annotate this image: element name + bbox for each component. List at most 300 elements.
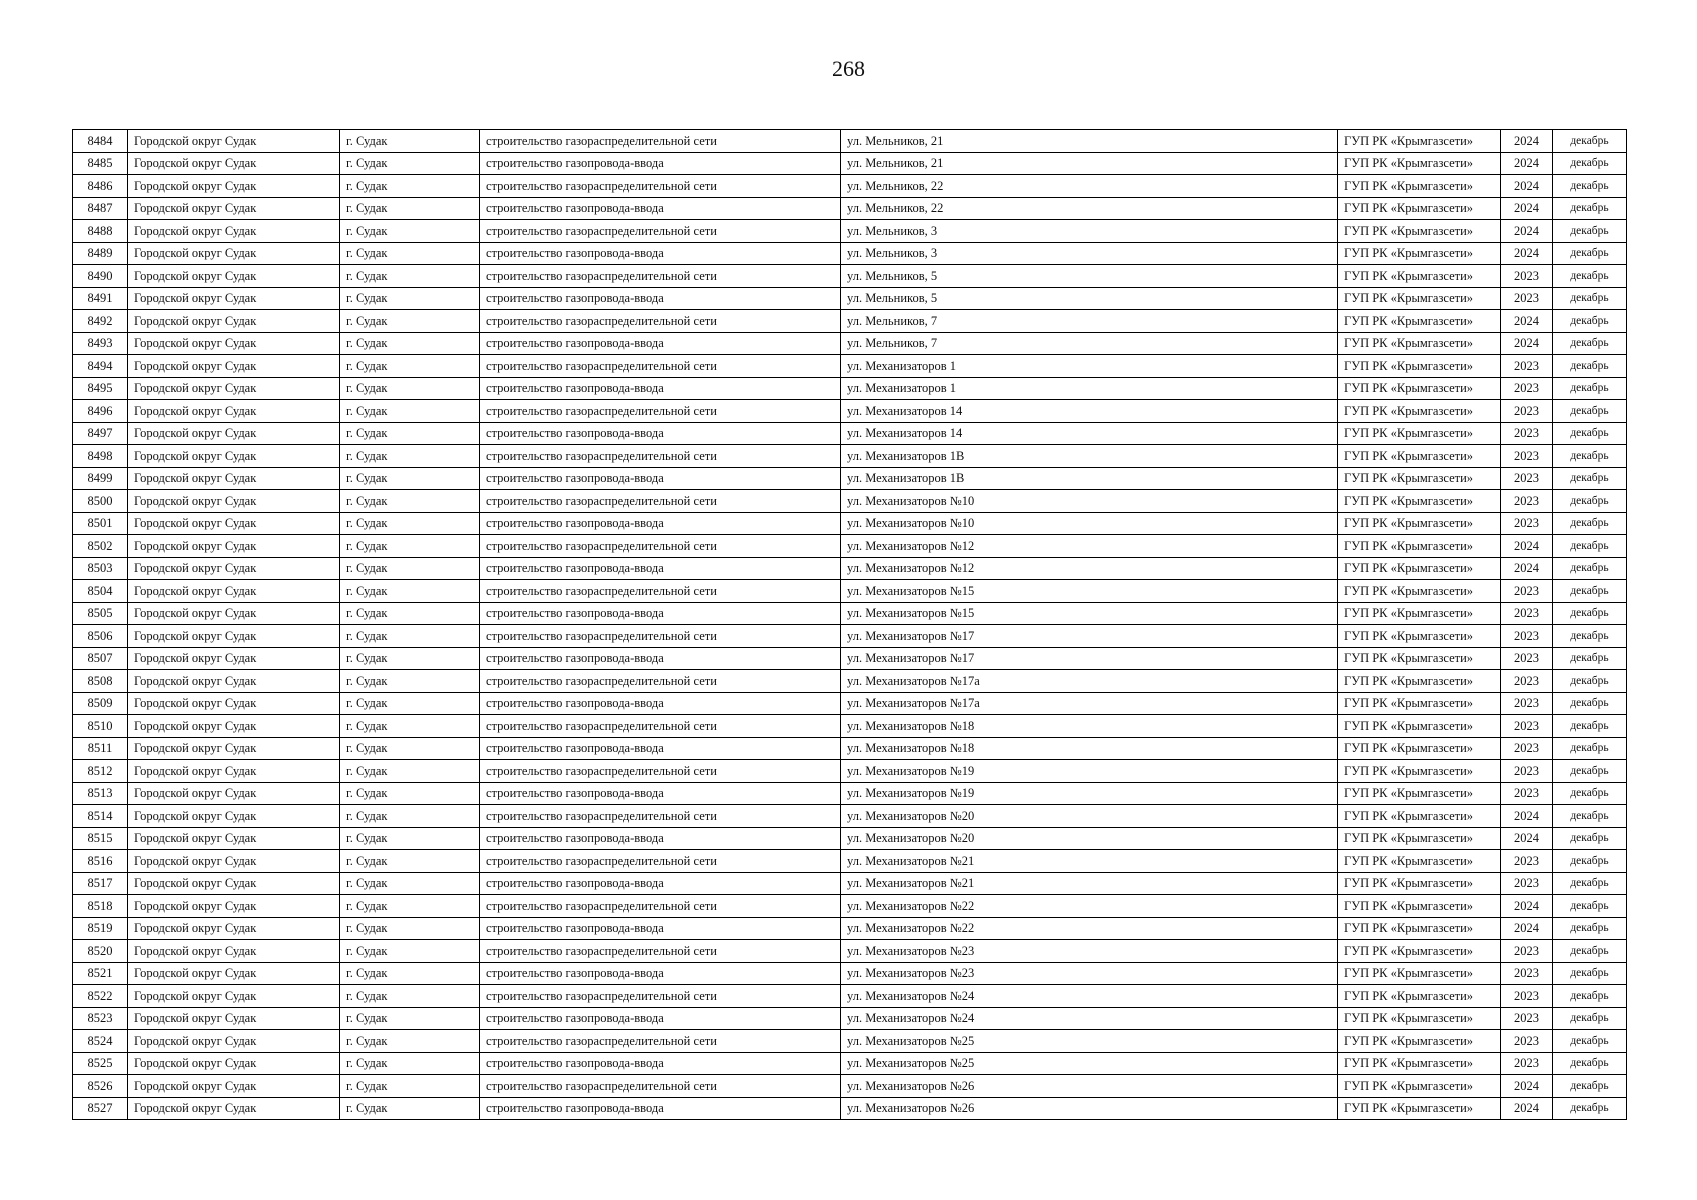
month-cell: декабрь (1553, 760, 1627, 783)
organization-cell: ГУП РК «Крымгазсети» (1338, 827, 1501, 850)
address-cell: ул. Механизаторов №21 (841, 872, 1338, 895)
address-cell: ул. Механизаторов №26 (841, 1097, 1338, 1120)
address-cell: ул. Механизаторов №12 (841, 557, 1338, 580)
organization-cell: ГУП РК «Крымгазсети» (1338, 422, 1501, 445)
address-cell: ул. Мельников, 3 (841, 220, 1338, 243)
district-cell: Городской округ Судак (128, 760, 340, 783)
city-cell: г. Судак (340, 872, 480, 895)
year-cell: 2023 (1501, 647, 1553, 670)
city-cell: г. Судак (340, 152, 480, 175)
year-cell: 2023 (1501, 512, 1553, 535)
year-cell: 2024 (1501, 220, 1553, 243)
district-cell: Городской округ Судак (128, 647, 340, 670)
district-cell: Городской округ Судак (128, 220, 340, 243)
year-cell: 2023 (1501, 377, 1553, 400)
table-row (73, 400, 1627, 423)
organization-cell: ГУП РК «Крымгазсети» (1338, 1052, 1501, 1075)
work-type-cell: строительство газораспределительной сети (480, 265, 841, 288)
work-type-cell: строительство газопровода-ввода (480, 872, 841, 895)
table-row (73, 130, 1627, 153)
address-cell: ул. Механизаторов №10 (841, 512, 1338, 535)
address-cell: ул. Механизаторов №15 (841, 580, 1338, 603)
district-cell: Городской округ Судак (128, 512, 340, 535)
district-cell: Городской округ Судак (128, 422, 340, 445)
month-cell: декабрь (1553, 512, 1627, 535)
work-type-cell: строительство газораспределительной сети (480, 1030, 841, 1053)
row-number-cell: 8488 (73, 220, 128, 243)
table-row (73, 175, 1627, 198)
organization-cell: ГУП РК «Крымгазсети» (1338, 670, 1501, 693)
city-cell: г. Судак (340, 1030, 480, 1053)
address-cell: ул. Механизаторов №17 (841, 647, 1338, 670)
year-cell: 2023 (1501, 782, 1553, 805)
row-number-cell: 8521 (73, 962, 128, 985)
work-type-cell: строительство газораспределительной сети (480, 490, 841, 513)
city-cell: г. Судак (340, 1075, 480, 1098)
district-cell: Городской округ Судак (128, 805, 340, 828)
address-cell: ул. Мельников, 7 (841, 310, 1338, 333)
city-cell: г. Судак (340, 535, 480, 558)
table-row (73, 962, 1627, 985)
district-cell: Городской округ Судак (128, 782, 340, 805)
organization-cell: ГУП РК «Крымгазсети» (1338, 355, 1501, 378)
city-cell: г. Судак (340, 1052, 480, 1075)
city-cell: г. Судак (340, 962, 480, 985)
organization-cell: ГУП РК «Крымгазсети» (1338, 580, 1501, 603)
year-cell: 2024 (1501, 805, 1553, 828)
table-row (73, 310, 1627, 333)
table-row (73, 242, 1627, 265)
organization-cell: ГУП РК «Крымгазсети» (1338, 197, 1501, 220)
row-number-cell: 8494 (73, 355, 128, 378)
row-number-cell: 8515 (73, 827, 128, 850)
year-cell: 2023 (1501, 940, 1553, 963)
work-type-cell: строительство газопровода-ввода (480, 467, 841, 490)
table-row (73, 1030, 1627, 1053)
organization-cell: ГУП РК «Крымгазсети» (1338, 872, 1501, 895)
organization-cell: ГУП РК «Крымгазсети» (1338, 850, 1501, 873)
year-cell: 2024 (1501, 1097, 1553, 1120)
month-cell: декабрь (1553, 805, 1627, 828)
table-row (73, 265, 1627, 288)
address-cell: ул. Мельников, 5 (841, 287, 1338, 310)
month-cell: декабрь (1553, 827, 1627, 850)
district-cell: Городской округ Судак (128, 670, 340, 693)
address-cell: ул. Мельников, 7 (841, 332, 1338, 355)
month-cell: декабрь (1553, 580, 1627, 603)
year-cell: 2024 (1501, 895, 1553, 918)
row-number-cell: 8489 (73, 242, 128, 265)
address-cell: ул. Механизаторов №26 (841, 1075, 1338, 1098)
work-type-cell: строительство газопровода-ввода (480, 602, 841, 625)
month-cell: декабрь (1553, 647, 1627, 670)
month-cell: декабрь (1553, 355, 1627, 378)
year-cell: 2024 (1501, 152, 1553, 175)
table-row (73, 512, 1627, 535)
district-cell: Городской округ Судак (128, 895, 340, 918)
organization-cell: ГУП РК «Крымгазсети» (1338, 152, 1501, 175)
work-type-cell: строительство газопровода-ввода (480, 962, 841, 985)
district-cell: Городской округ Судак (128, 332, 340, 355)
table-row (73, 805, 1627, 828)
year-cell: 2023 (1501, 490, 1553, 513)
city-cell: г. Судак (340, 737, 480, 760)
year-cell: 2024 (1501, 827, 1553, 850)
month-cell: декабрь (1553, 377, 1627, 400)
table-row (73, 1007, 1627, 1030)
table-row (73, 152, 1627, 175)
table-row (73, 467, 1627, 490)
table-row (73, 197, 1627, 220)
month-cell: декабрь (1553, 962, 1627, 985)
work-type-cell: строительство газопровода-ввода (480, 827, 841, 850)
work-type-cell: строительство газораспределительной сети (480, 400, 841, 423)
work-type-cell: строительство газораспределительной сети (480, 580, 841, 603)
row-number-cell: 8522 (73, 985, 128, 1008)
address-cell: ул. Механизаторов №22 (841, 895, 1338, 918)
district-cell: Городской округ Судак (128, 445, 340, 468)
work-type-cell: строительство газопровода-ввода (480, 692, 841, 715)
city-cell: г. Судак (340, 490, 480, 513)
city-cell: г. Судак (340, 917, 480, 940)
organization-cell: ГУП РК «Крымгазсети» (1338, 535, 1501, 558)
year-cell: 2023 (1501, 625, 1553, 648)
month-cell: декабрь (1553, 985, 1627, 1008)
month-cell: декабрь (1553, 895, 1627, 918)
row-number-cell: 8497 (73, 422, 128, 445)
month-cell: декабрь (1553, 242, 1627, 265)
address-cell: ул. Мельников, 5 (841, 265, 1338, 288)
work-type-cell: строительство газораспределительной сети (480, 220, 841, 243)
year-cell: 2023 (1501, 985, 1553, 1008)
row-number-cell: 8484 (73, 130, 128, 153)
table-row (73, 670, 1627, 693)
month-cell: декабрь (1553, 220, 1627, 243)
table-row (73, 625, 1627, 648)
work-type-cell: строительство газопровода-ввода (480, 1052, 841, 1075)
city-cell: г. Судак (340, 647, 480, 670)
month-cell: декабрь (1553, 175, 1627, 198)
year-cell: 2023 (1501, 265, 1553, 288)
address-cell: ул. Механизаторов №19 (841, 760, 1338, 783)
city-cell: г. Судак (340, 175, 480, 198)
organization-cell: ГУП РК «Крымгазсети» (1338, 377, 1501, 400)
work-type-cell: строительство газораспределительной сети (480, 670, 841, 693)
district-cell: Городской округ Судак (128, 850, 340, 873)
district-cell: Городской округ Судак (128, 625, 340, 648)
table-row (73, 737, 1627, 760)
organization-cell: ГУП РК «Крымгазсети» (1338, 917, 1501, 940)
row-number-cell: 8499 (73, 467, 128, 490)
city-cell: г. Судак (340, 715, 480, 738)
year-cell: 2023 (1501, 872, 1553, 895)
address-cell: ул. Механизаторов №12 (841, 535, 1338, 558)
city-cell: г. Судак (340, 445, 480, 468)
work-type-cell: строительство газопровода-ввода (480, 1007, 841, 1030)
address-cell: ул. Механизаторов №15 (841, 602, 1338, 625)
district-cell: Городской округ Судак (128, 737, 340, 760)
city-cell: г. Судак (340, 692, 480, 715)
year-cell: 2023 (1501, 602, 1553, 625)
work-type-cell: строительство газораспределительной сети (480, 985, 841, 1008)
city-cell: г. Судак (340, 625, 480, 648)
month-cell: декабрь (1553, 265, 1627, 288)
table-row (73, 220, 1627, 243)
year-cell: 2023 (1501, 422, 1553, 445)
organization-cell: ГУП РК «Крымгазсети» (1338, 715, 1501, 738)
month-cell: декабрь (1553, 445, 1627, 468)
work-type-cell: строительство газораспределительной сети (480, 175, 841, 198)
address-cell: ул. Механизаторов №17а (841, 670, 1338, 693)
address-cell: ул. Механизаторов №23 (841, 940, 1338, 963)
month-cell: декабрь (1553, 940, 1627, 963)
address-cell: ул. Механизаторов 14 (841, 400, 1338, 423)
month-cell: декабрь (1553, 692, 1627, 715)
organization-cell: ГУП РК «Крымгазсети» (1338, 332, 1501, 355)
work-type-cell: строительство газораспределительной сети (480, 355, 841, 378)
row-number-cell: 8511 (73, 737, 128, 760)
row-number-cell: 8512 (73, 760, 128, 783)
work-type-cell: строительство газопровода-ввода (480, 242, 841, 265)
year-cell: 2023 (1501, 760, 1553, 783)
organization-cell: ГУП РК «Крымгазсети» (1338, 647, 1501, 670)
month-cell: декабрь (1553, 467, 1627, 490)
organization-cell: ГУП РК «Крымгазсети» (1338, 1007, 1501, 1030)
year-cell: 2024 (1501, 917, 1553, 940)
district-cell: Городской округ Судак (128, 602, 340, 625)
city-cell: г. Судак (340, 467, 480, 490)
month-cell: декабрь (1553, 287, 1627, 310)
city-cell: г. Судак (340, 422, 480, 445)
month-cell: декабрь (1553, 1007, 1627, 1030)
month-cell: декабрь (1553, 715, 1627, 738)
table-row (73, 872, 1627, 895)
table-row (73, 895, 1627, 918)
city-cell: г. Судак (340, 242, 480, 265)
organization-cell: ГУП РК «Крымгазсети» (1338, 400, 1501, 423)
row-number-cell: 8498 (73, 445, 128, 468)
organization-cell: ГУП РК «Крымгазсети» (1338, 962, 1501, 985)
table-row (73, 760, 1627, 783)
row-number-cell: 8520 (73, 940, 128, 963)
city-cell: г. Судак (340, 760, 480, 783)
month-cell: декабрь (1553, 737, 1627, 760)
table-row (73, 985, 1627, 1008)
district-cell: Городской округ Судак (128, 580, 340, 603)
row-number-cell: 8501 (73, 512, 128, 535)
address-cell: ул. Мельников, 21 (841, 130, 1338, 153)
work-type-cell: строительство газопровода-ввода (480, 377, 841, 400)
year-cell: 2023 (1501, 737, 1553, 760)
district-cell: Городской округ Судак (128, 1052, 340, 1075)
district-cell: Городской округ Судак (128, 1030, 340, 1053)
address-cell: ул. Мельников, 3 (841, 242, 1338, 265)
address-cell: ул. Механизаторов №25 (841, 1030, 1338, 1053)
district-cell: Городской округ Судак (128, 962, 340, 985)
organization-cell: ГУП РК «Крымгазсети» (1338, 467, 1501, 490)
organization-cell: ГУП РК «Крымгазсети» (1338, 782, 1501, 805)
month-cell: декабрь (1553, 602, 1627, 625)
address-cell: ул. Механизаторов №21 (841, 850, 1338, 873)
district-cell: Городской округ Судак (128, 1075, 340, 1098)
city-cell: г. Судак (340, 310, 480, 333)
table-row (73, 490, 1627, 513)
work-type-cell: строительство газораспределительной сети (480, 130, 841, 153)
year-cell: 2023 (1501, 1007, 1553, 1030)
work-type-cell: строительство газопровода-ввода (480, 512, 841, 535)
address-cell: ул. Мельников, 22 (841, 175, 1338, 198)
row-number-cell: 8517 (73, 872, 128, 895)
row-number-cell: 8524 (73, 1030, 128, 1053)
table-row (73, 827, 1627, 850)
city-cell: г. Судак (340, 400, 480, 423)
city-cell: г. Судак (340, 805, 480, 828)
work-type-cell: строительство газопровода-ввода (480, 287, 841, 310)
work-type-cell: строительство газопровода-ввода (480, 647, 841, 670)
month-cell: декабрь (1553, 782, 1627, 805)
row-number-cell: 8507 (73, 647, 128, 670)
organization-cell: ГУП РК «Крымгазсети» (1338, 737, 1501, 760)
row-number-cell: 8490 (73, 265, 128, 288)
city-cell: г. Судак (340, 782, 480, 805)
table-row (73, 422, 1627, 445)
row-number-cell: 8508 (73, 670, 128, 693)
year-cell: 2024 (1501, 197, 1553, 220)
district-cell: Городской округ Судак (128, 1007, 340, 1030)
city-cell: г. Судак (340, 512, 480, 535)
work-type-cell: строительство газораспределительной сети (480, 805, 841, 828)
work-type-cell: строительство газораспределительной сети (480, 940, 841, 963)
month-cell: декабрь (1553, 1030, 1627, 1053)
city-cell: г. Судак (340, 557, 480, 580)
work-type-cell: строительство газораспределительной сети (480, 760, 841, 783)
month-cell: декабрь (1553, 310, 1627, 333)
district-cell: Городской округ Судак (128, 917, 340, 940)
table-row (73, 287, 1627, 310)
organization-cell: ГУП РК «Крымгазсети» (1338, 175, 1501, 198)
district-cell: Городской округ Судак (128, 400, 340, 423)
organization-cell: ГУП РК «Крымгазсети» (1338, 490, 1501, 513)
district-cell: Городской округ Судак (128, 985, 340, 1008)
row-number-cell: 8525 (73, 1052, 128, 1075)
year-cell: 2024 (1501, 332, 1553, 355)
registry-table (72, 129, 1627, 1120)
work-type-cell: строительство газопровода-ввода (480, 152, 841, 175)
address-cell: ул. Механизаторов №18 (841, 715, 1338, 738)
address-cell: ул. Механизаторов №20 (841, 805, 1338, 828)
month-cell: декабрь (1553, 557, 1627, 580)
work-type-cell: строительство газораспределительной сети (480, 625, 841, 648)
work-type-cell: строительство газораспределительной сети (480, 850, 841, 873)
row-number-cell: 8523 (73, 1007, 128, 1030)
table-row (73, 1075, 1627, 1098)
year-cell: 2024 (1501, 1075, 1553, 1098)
organization-cell: ГУП РК «Крымгазсети» (1338, 692, 1501, 715)
row-number-cell: 8505 (73, 602, 128, 625)
district-cell: Городской округ Судак (128, 287, 340, 310)
month-cell: декабрь (1553, 197, 1627, 220)
address-cell: ул. Механизаторов №24 (841, 985, 1338, 1008)
work-type-cell: строительство газопровода-ввода (480, 197, 841, 220)
month-cell: декабрь (1553, 850, 1627, 873)
table-row (73, 557, 1627, 580)
year-cell: 2024 (1501, 130, 1553, 153)
organization-cell: ГУП РК «Крымгазсети» (1338, 1075, 1501, 1098)
month-cell: декабрь (1553, 130, 1627, 153)
table-row (73, 580, 1627, 603)
month-cell: декабрь (1553, 490, 1627, 513)
city-cell: г. Судак (340, 602, 480, 625)
district-cell: Городской округ Судак (128, 152, 340, 175)
table-row (73, 332, 1627, 355)
month-cell: декабрь (1553, 670, 1627, 693)
address-cell: ул. Механизаторов №22 (841, 917, 1338, 940)
work-type-cell: строительство газопровода-ввода (480, 557, 841, 580)
organization-cell: ГУП РК «Крымгазсети» (1338, 445, 1501, 468)
row-number-cell: 8516 (73, 850, 128, 873)
row-number-cell: 8519 (73, 917, 128, 940)
year-cell: 2023 (1501, 962, 1553, 985)
city-cell: г. Судак (340, 985, 480, 1008)
work-type-cell: строительство газораспределительной сети (480, 715, 841, 738)
table-row (73, 1052, 1627, 1075)
table-row (73, 692, 1627, 715)
address-cell: ул. Механизаторов 1 (841, 377, 1338, 400)
row-number-cell: 8503 (73, 557, 128, 580)
district-cell: Городской округ Судак (128, 265, 340, 288)
work-type-cell: строительство газораспределительной сети (480, 895, 841, 918)
table-row (73, 647, 1627, 670)
district-cell: Городской округ Судак (128, 715, 340, 738)
row-number-cell: 8527 (73, 1097, 128, 1120)
month-cell: декабрь (1553, 625, 1627, 648)
work-type-cell: строительство газопровода-ввода (480, 332, 841, 355)
address-cell: ул. Механизаторов №20 (841, 827, 1338, 850)
address-cell: ул. Механизаторов №10 (841, 490, 1338, 513)
table-row (73, 940, 1627, 963)
district-cell: Городской округ Судак (128, 377, 340, 400)
month-cell: декабрь (1553, 400, 1627, 423)
address-cell: ул. Механизаторов №17а (841, 692, 1338, 715)
organization-cell: ГУП РК «Крымгазсети» (1338, 557, 1501, 580)
organization-cell: ГУП РК «Крымгазсети» (1338, 1097, 1501, 1120)
year-cell: 2023 (1501, 850, 1553, 873)
month-cell: декабрь (1553, 917, 1627, 940)
month-cell: декабрь (1553, 535, 1627, 558)
work-type-cell: строительство газопровода-ввода (480, 917, 841, 940)
work-type-cell: строительство газораспределительной сети (480, 1075, 841, 1098)
city-cell: г. Судак (340, 580, 480, 603)
year-cell: 2023 (1501, 400, 1553, 423)
district-cell: Городской округ Судак (128, 175, 340, 198)
row-number-cell: 8486 (73, 175, 128, 198)
table-row (73, 377, 1627, 400)
work-type-cell: строительство газораспределительной сети (480, 445, 841, 468)
row-number-cell: 8514 (73, 805, 128, 828)
work-type-cell: строительство газопровода-ввода (480, 737, 841, 760)
address-cell: ул. Механизаторов 14 (841, 422, 1338, 445)
organization-cell: ГУП РК «Крымгазсети» (1338, 220, 1501, 243)
month-cell: декабрь (1553, 152, 1627, 175)
address-cell: ул. Механизаторов №19 (841, 782, 1338, 805)
work-type-cell: строительство газопровода-ввода (480, 422, 841, 445)
month-cell: декабрь (1553, 1097, 1627, 1120)
organization-cell: ГУП РК «Крымгазсети» (1338, 625, 1501, 648)
organization-cell: ГУП РК «Крымгазсети» (1338, 242, 1501, 265)
month-cell: декабрь (1553, 872, 1627, 895)
organization-cell: ГУП РК «Крымгазсети» (1338, 1030, 1501, 1053)
city-cell: г. Судак (340, 670, 480, 693)
